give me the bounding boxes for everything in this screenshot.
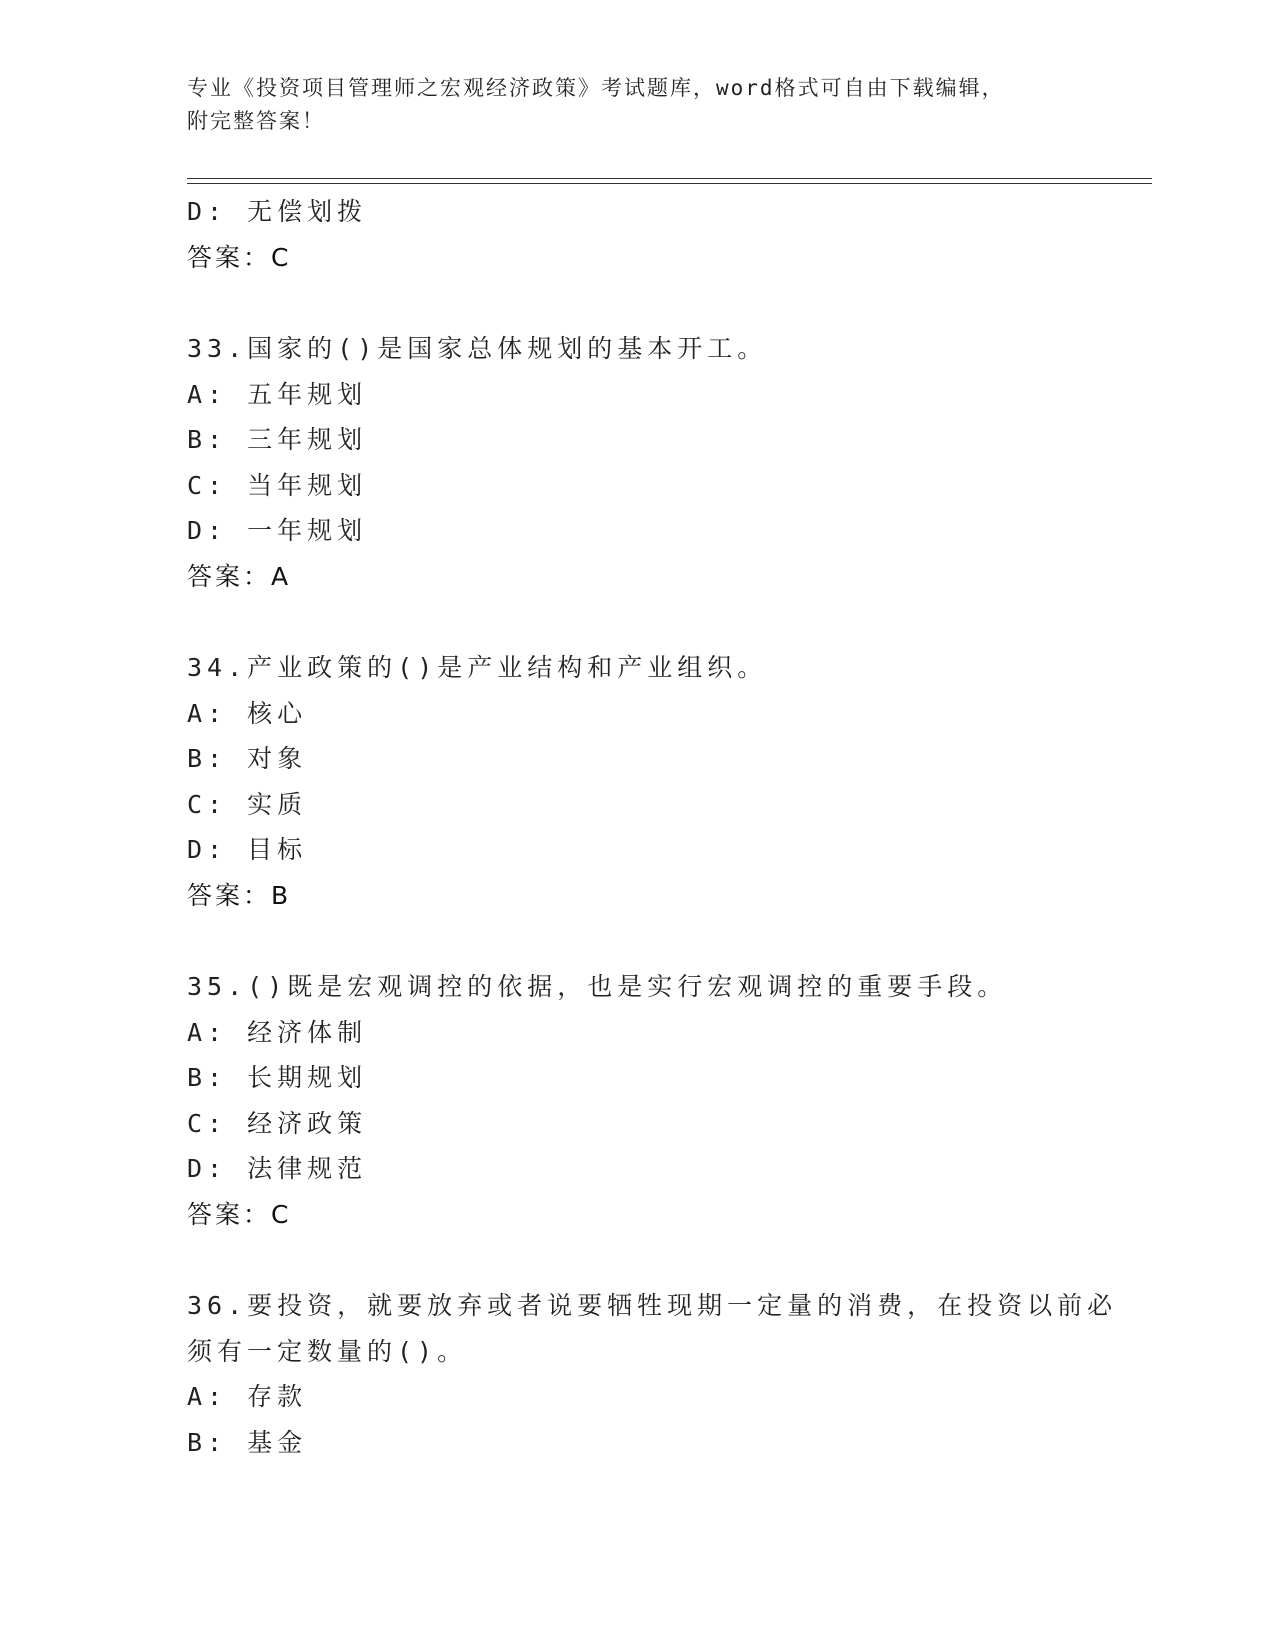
question-34: [187, 645, 1087, 918]
option-b: B: 长期规划: [187, 1063, 368, 1092]
question-list: [187, 189, 1118, 1465]
option-a: A: 经济体制: [187, 1017, 368, 1047]
question-spacer: [187, 599, 1087, 645]
question-35: [187, 964, 1087, 1237]
option-c: C: 经济政策: [187, 1108, 368, 1138]
question-spacer: [187, 1237, 1087, 1283]
question-36: [187, 1283, 1118, 1465]
question-32-tail: [187, 189, 1087, 280]
header-divider-bottom: [187, 183, 1152, 184]
option-d: D: 目标: [187, 835, 308, 864]
question-stem-line-2: 须有一定数量的()。: [187, 1336, 468, 1366]
option-c: C: 实质: [187, 789, 308, 819]
option-a: A: 五年规划: [187, 379, 368, 409]
option-d: D: 法律规范: [187, 1154, 368, 1183]
answer-line: 答案：A: [187, 561, 292, 591]
question-33: [187, 326, 1087, 599]
question-stem: 34.产业政策的()是产业结构和产业组织。: [187, 653, 768, 682]
answer-line: 答案：C: [187, 1199, 292, 1229]
option-b: B: 三年规划: [187, 425, 368, 454]
document-header: [187, 72, 1087, 138]
question-stem: 35.()既是宏观调控的依据，也是实行宏观调控的重要手段。: [187, 972, 1008, 1001]
option-d: D: 一年规划: [187, 516, 368, 545]
header-divider-top: [187, 178, 1152, 179]
question-stem-line-1: 36.要投资，就要放弃或者说要牺牲现期一定量的消费，在投资以前必: [187, 1291, 1118, 1320]
option-b: B: 基金: [187, 1427, 308, 1457]
question-stem: 33.国家的()是国家总体规划的基本开工。: [187, 334, 768, 363]
option-d: D: 无偿划拨: [187, 197, 368, 226]
answer-line: 答案：B: [187, 880, 292, 910]
header-line-1: 专业《投资项目管理师之宏观经济政策》考试题库，word格式可自由下载编辑，: [187, 76, 1005, 100]
option-a: A: 核心: [187, 698, 308, 728]
option-a: A: 存款: [187, 1382, 308, 1411]
option-b: B: 对象: [187, 744, 308, 773]
answer-line: 答案：C: [187, 242, 292, 272]
header-line-2: 附完整答案！: [187, 109, 325, 133]
question-spacer: [187, 280, 1087, 326]
question-spacer: [187, 918, 1087, 964]
option-c: C: 当年规划: [187, 470, 368, 500]
